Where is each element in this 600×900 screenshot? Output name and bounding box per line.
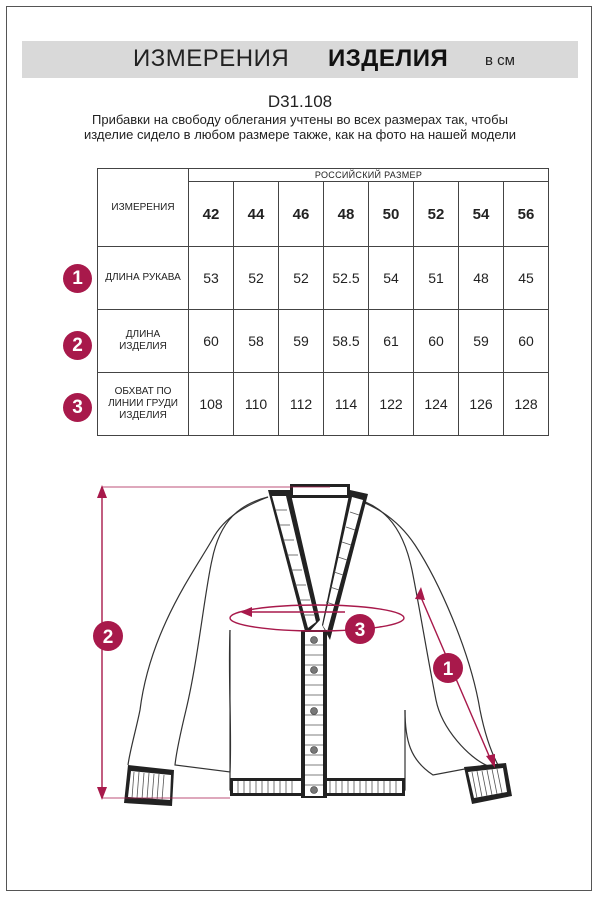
table-cell: 122 bbox=[369, 373, 414, 436]
table-cell: 110 bbox=[234, 373, 279, 436]
table-cell: 60 bbox=[414, 310, 459, 373]
table-cell: 114 bbox=[324, 373, 369, 436]
table-cell: 61 bbox=[369, 310, 414, 373]
table-cell: 52.5 bbox=[324, 247, 369, 310]
table-cell: 52 bbox=[279, 247, 324, 310]
row-label: ОБХВАТ ПО ЛИНИИ ГРУДИ ИЗДЕЛИЯ bbox=[98, 373, 189, 436]
table-cell: 108 bbox=[189, 373, 234, 436]
diagram-marker-3 bbox=[345, 614, 375, 644]
table-cell: 51 bbox=[414, 247, 459, 310]
diagram-marker-label: 1 bbox=[442, 659, 454, 680]
title-bold: ИЗДЕЛИЯ bbox=[328, 45, 449, 72]
table-cell: 52 bbox=[234, 247, 279, 310]
size-header: 48 bbox=[324, 182, 369, 247]
left-cuff bbox=[124, 765, 174, 806]
table-cell: 126 bbox=[459, 373, 504, 436]
row-label: ДЛИНА ИЗДЕЛИЯ bbox=[98, 310, 189, 373]
table-cell: 45 bbox=[504, 247, 549, 310]
right-cuff bbox=[464, 763, 512, 804]
table-cell: 58.5 bbox=[324, 310, 369, 373]
size-header: 44 bbox=[234, 182, 279, 247]
size-header: 46 bbox=[279, 182, 324, 247]
table-cell: 59 bbox=[279, 310, 324, 373]
row-number-badge: 3 bbox=[63, 393, 92, 422]
table-cell: 48 bbox=[459, 247, 504, 310]
row-number-badge: 1 bbox=[63, 264, 92, 293]
article-code: D31.108 bbox=[267, 92, 333, 111]
table-cell: 128 bbox=[504, 373, 549, 436]
size-header: 50 bbox=[369, 182, 414, 247]
diagram-marker-label: 3 bbox=[354, 620, 366, 641]
title-regular: ИЗМЕРЕНИЯ bbox=[133, 45, 290, 72]
size-header: 56 bbox=[504, 182, 549, 247]
table-cell: 53 bbox=[189, 247, 234, 310]
table-cell: 124 bbox=[414, 373, 459, 436]
table-cell: 60 bbox=[504, 310, 549, 373]
diagram-marker-1 bbox=[433, 653, 463, 683]
measurements-table bbox=[97, 168, 549, 436]
title-unit: в см bbox=[485, 52, 515, 69]
table-row-garment-length bbox=[98, 310, 549, 373]
size-header: 52 bbox=[414, 182, 459, 247]
diagram-marker-2 bbox=[93, 621, 123, 651]
table-row-chest-girth bbox=[98, 373, 549, 436]
size-group-header: РОССИЙСКИЙ РАЗМЕР bbox=[189, 169, 549, 182]
table-cell: 54 bbox=[369, 247, 414, 310]
size-header: 42 bbox=[189, 182, 234, 247]
row-number-badge: 2 bbox=[63, 331, 92, 360]
fit-note: Прибавки на свободу облегания учтены во всех размерах так, чтобы изделие сидело в любом размере также, как на фото на нашей модели bbox=[83, 112, 517, 142]
table-cell: 59 bbox=[459, 310, 504, 373]
row-label: ДЛИНА РУКАВА bbox=[98, 247, 189, 310]
cardigan-diagram bbox=[0, 460, 600, 840]
size-header: 54 bbox=[459, 182, 504, 247]
table-row-sleeve-length bbox=[98, 247, 549, 310]
table-cell: 112 bbox=[279, 373, 324, 436]
table-cell: 58 bbox=[234, 310, 279, 373]
table-corner-label: ИЗМЕРЕНИЯ bbox=[98, 169, 189, 247]
diagram-marker-label: 2 bbox=[102, 627, 114, 648]
table-cell: 60 bbox=[189, 310, 234, 373]
